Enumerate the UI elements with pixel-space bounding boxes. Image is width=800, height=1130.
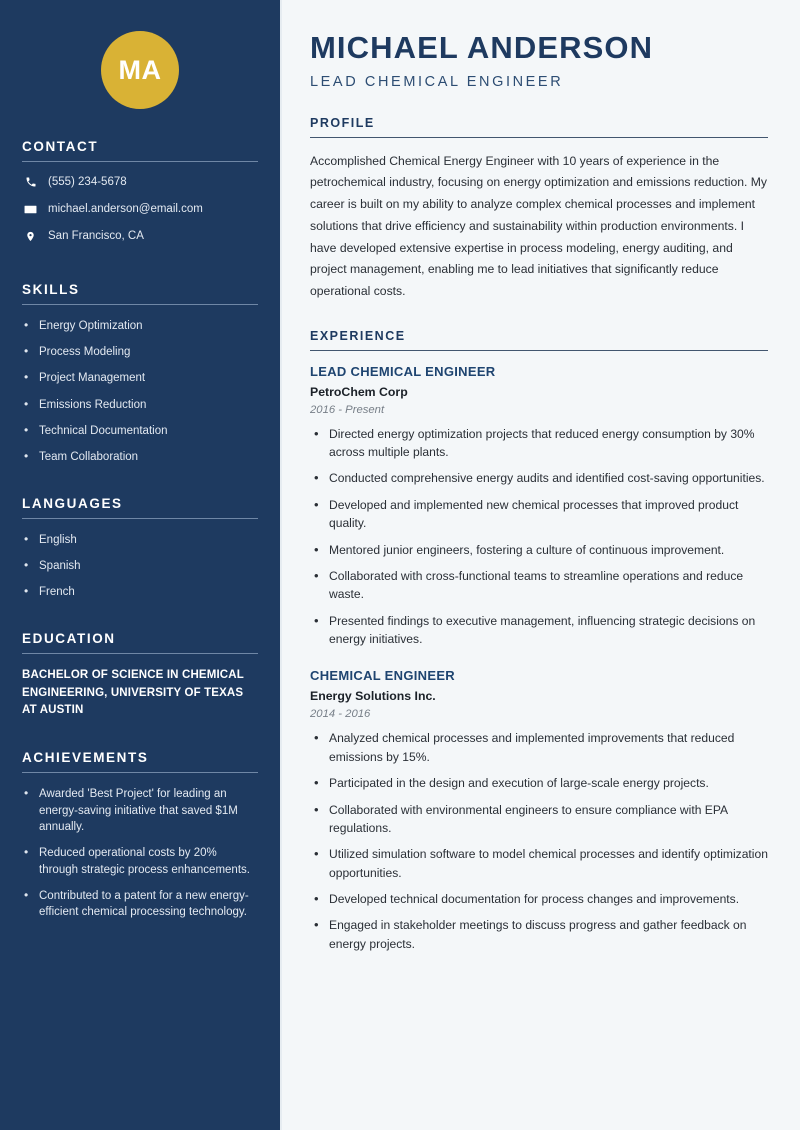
job-company: Energy Solutions Inc. — [310, 689, 436, 704]
achievements-list — [22, 786, 258, 920]
education-entry: BACHELOR OF SCIENCE IN CHEMICAL ENGINEERING, UNIVERSITY OF TEXAS AT AUSTIN — [22, 668, 244, 717]
job-bullet-list — [310, 729, 768, 953]
list-item: • Engaged in stakeholder meetings to discuss progress and gather feedback on energy projects. — [310, 916, 768, 953]
list-item: • Developed technical documentation for process changes and improvements. — [310, 890, 768, 908]
list-item: • Process Modeling — [22, 344, 258, 360]
skills-list — [22, 318, 258, 466]
languages-heading: LANGUAGES — [22, 495, 123, 511]
contact-item-phone[interactable] — [22, 175, 258, 190]
list-item: • Presented findings to executive management, influencing strategic decisions on energy initiatives. — [310, 612, 768, 649]
contact-divider — [22, 161, 258, 162]
list-item: • Awarded 'Best Project' for leading an energy-saving initiative that saved $1M annually. — [22, 786, 258, 835]
experience-section — [310, 329, 768, 954]
page-title: MICHAEL ANDERSON — [310, 30, 654, 65]
skills-heading: SKILLS — [22, 281, 80, 297]
location-pin-icon — [22, 230, 39, 243]
contact-heading: CONTACT — [22, 139, 99, 154]
list-item: • Technical Documentation — [22, 423, 258, 439]
profile-heading: PROFILE — [310, 115, 375, 130]
list-item: • Mentored junior engineers, fostering a culture of continuous improvement. — [310, 541, 768, 559]
list-item: • Utilized simulation software to model chemical processes and identify optimization opportunities. — [310, 845, 768, 882]
envelope-icon — [22, 203, 39, 216]
achievements-section — [22, 750, 258, 920]
education-divider — [22, 653, 258, 654]
job-bullet-list — [310, 425, 768, 649]
list-item: • French — [22, 584, 258, 600]
achievements-divider — [22, 772, 258, 773]
job-title: LEAD CHEMICAL ENGINEER — [310, 363, 496, 379]
education-section — [22, 631, 258, 720]
main-content — [280, 0, 800, 1130]
phone-icon — [22, 176, 39, 188]
contact-list — [22, 175, 258, 244]
experience-divider — [310, 350, 768, 351]
list-item: • English — [22, 532, 258, 548]
job-company: PetroChem Corp — [310, 384, 408, 399]
list-item: • Participated in the design and execution of large-scale energy projects. — [310, 774, 768, 792]
contact-section — [22, 139, 258, 244]
professional-title: LEAD CHEMICAL ENGINEER — [310, 73, 564, 90]
list-item: • Reduced operational costs by 20% through strategic process enhancements. — [22, 845, 258, 878]
skills-divider — [22, 304, 258, 305]
profile-text: Accomplished Chemical Energy Engineer with 10 years of experience in the petrochemical industry, focusing on energy optimization and emissions reduction. My career is built on my ability to analyze complex chemical processes and implement solutions that drive efficiency and sustainability within production environments. I have developed extensive expertise in process modeling, energy auditing, and project management, enabling me to lead initiatives that significantly reduce operational costs. — [310, 153, 768, 298]
avatar: MA — [101, 31, 179, 109]
languages-divider — [22, 518, 258, 519]
contact-item-location[interactable] — [22, 229, 258, 244]
profile-section — [310, 116, 768, 303]
job-dates: 2014 - 2016 — [310, 708, 371, 721]
list-item: • Team Collaboration — [22, 449, 258, 465]
list-item: • Developed and implemented new chemical processes that improved product quality. — [310, 496, 768, 533]
experience-entry — [310, 364, 768, 649]
languages-section — [22, 496, 258, 601]
experience-entry — [310, 668, 768, 953]
contact-item-email[interactable] — [22, 202, 258, 217]
list-item: • Energy Optimization — [22, 318, 258, 334]
contact-location-value: San Francisco, CA — [48, 229, 144, 242]
profile-divider — [310, 137, 768, 138]
list-item: • Spanish — [22, 558, 258, 574]
list-item: • Analyzed chemical processes and implemented improvements that reduced emissions by 15%. — [310, 729, 768, 766]
contact-phone-value: (555) 234-5678 — [48, 176, 127, 188]
job-title: CHEMICAL ENGINEER — [310, 668, 455, 684]
list-item: • Directed energy optimization projects that reduced energy consumption by 30% across multiple plants. — [310, 425, 768, 462]
list-item: • Project Management — [22, 370, 258, 386]
experience-heading: EXPERIENCE — [310, 328, 406, 343]
languages-list — [22, 532, 258, 601]
list-item: • Contributed to a patent for a new energy-efficient chemical processing technology. — [22, 888, 258, 921]
avatar-container — [22, 0, 258, 109]
contact-email-value: michael.anderson@email.com — [48, 202, 203, 215]
list-item: • Collaborated with environmental engineers to ensure compliance with EPA regulations. — [310, 801, 768, 838]
resume-header — [310, 30, 768, 90]
achievements-heading: ACHIEVEMENTS — [22, 750, 149, 766]
skills-section — [22, 282, 258, 466]
education-heading: EDUCATION — [22, 630, 116, 646]
list-item: • Conducted comprehensive energy audits and identified cost-saving opportunities. — [310, 469, 768, 487]
list-item: • Emissions Reduction — [22, 397, 258, 413]
job-dates: 2016 - Present — [310, 403, 385, 416]
list-item: • Collaborated with cross-functional teams to streamline operations and reduce waste. — [310, 567, 768, 604]
sidebar — [0, 0, 280, 1130]
